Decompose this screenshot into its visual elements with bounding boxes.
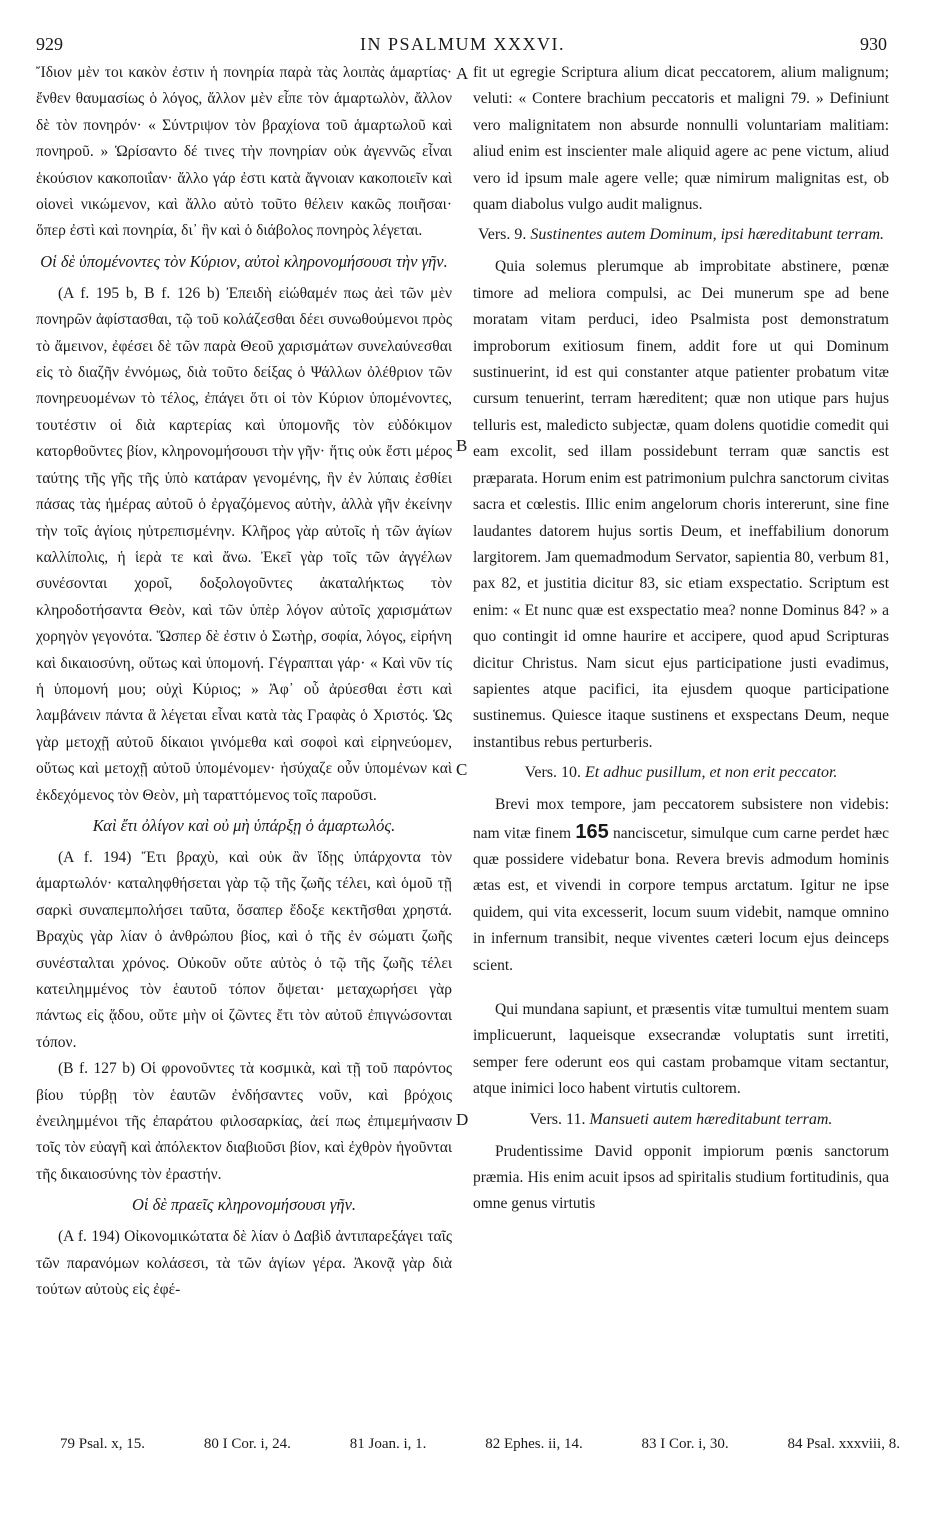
verse-label: Vers. 10. [524,764,582,782]
greek-verse-heading-9: Οἱ δὲ ὑπομένοντες τὸν Κύριον, αὐτοὶ κληρονομήσουσι τὴν γῆν. [40,251,448,271]
verse-label: Vers. 11. [529,1110,586,1128]
margin-letter-d: D [456,1110,469,1129]
footnote-80: 80 I Cor. i, 24. [203,1436,291,1452]
greek-verse-heading-11: Οἱ δὲ πραεῖς κληρονομήσουσι γῆν. [131,1195,357,1215]
greek-paragraph-4: (B f. 127 b) Οἱ φρονοῦντες τὰ κοσμικὰ, καὶ τῇ τοῦ παρόντος βίου τύρβῃ τὸν ἑαυτῶν ἐνδήσαντες νοῦν, καὶ βρόχοις ἐνειλημμένοι τῆς ἐπαράτου φιλοσαρκίας, ἀεί πως ἐπιμεμήνασιν τοῖς τὸν εὐαγῆ καὶ ἀπόλεκτον διαβιοῦσι βίον, καὶ ἐχθρὸν ἡγοῦνται τῆς δικαιοσύνης τὸν ἐραστήν. [36,1060,452,1183]
latin-paragraph-3-part-a: Brevi mox tempore, jam peccatorem subsistere non videbis: nam vitæ finem [473,796,889,842]
page-number-left: 929 [36,34,63,54]
greek-paragraph-3: (A f. 194) Ἔτι βραχὺ, καὶ οὐκ ἂν ἴδῃς ὑπάρχοντα τὸν ἁμαρτωλόν· καταληφθήσεται γὰρ τῷ τῆς ζωῆς τέλει, καὶ ὁμοῦ τῇ σαρκὶ συναπεμπολήσει ταῦτα, ὅσαπερ ἔδοξε κεκτῆσθαι χρηστά. Βραχὺς γὰρ λίαν ὁ ἀνθρώπου βίος, καὶ ὁ τῆς ἐν σώματι ζωῆς συνέσταλται χρόνος. Οὐκοῦν οὔτε αὐτὸς ὁ τῷ τῆς ζωῆς τέλει κατειλημμένος τὸν ἑαυτοῦ τόπον ὄψεται· μεταχωρήσει γὰρ πάντως εἰς ᾅδου, οὔτε μὴν οἱ ζῶντες ἔτι τὸν αὐτοῦ ἐπιγνώσονται τόπον. [36,848,452,1051]
margin-letter-a: A [456,64,469,83]
greek-paragraph-1: Ἴδιον μὲν τοι κακὸν ἐστιν ἡ πονηρία παρὰ τὰς λοιπὰς ἁμαρτίας· ἔνθεν θαυμασίως ὁ λόγος, ἄλλον μὲν εἶπε τὸν ἁμαρτωλὸν, ἄλλον δὲ τὸν πονηρόν· « Σύντριψον τὸν βραχίονα τοῦ ἁμαρτωλοῦ καὶ πονηροῦ. » Ὡρίσαντο δέ τινες τὴν πονηρίαν οὐκ ἀγεννῶς εἶναι ἑκούσιον κακοποιΐαν· ἄλλο γάρ ἐστι κατὰ ἄγνοιαν κακοποιεῖν καὶ οἱονεὶ νικώμενον, καὶ ἄλλο αὐτὸ τοῦτο θέλειν κακῶς ποιῆσαι· ὅπερ ἐστὶ καὶ πονηρία, δι᾽ ἣν καὶ ὁ διάβολος πονηρὸς λέγεται. [36,64,452,240]
greek-paragraph-5: (A f. 194) Οἰκονομικώτατα δὲ λίαν ὁ Δαβὶδ ἀντιπαρεξάγει ταῖς τῶν παρανόμων κολάσεσι, τὰ τῶν ἁγίων γέρα. Ἀκονᾷ γὰρ διὰ τούτων αὐτοὺς εἰς ἐφέ- [36,1228,452,1299]
verse-text: Mansueti autem hæreditabunt terram. [589,1110,833,1128]
latin-verse-heading-9 [473,224,889,246]
latin-verse-heading-11 [473,1109,889,1131]
latin-paragraph-1: fit ut egregie Scriptura alium dicat peccatorem, alium malignum; veluti: « Contere brachium peccatoris et maligni 79. » Definiunt vero malignitatem non absurde nonnulli voluntariam malitiam: aliud enim est inscienter male aliquid agere ac pene victum, aliud vero id ipsum male agere velle; quæ nimirum malignitas est, ob quam diabolus vulgo audit malignus. [473,64,889,214]
greek-verse-heading-10: Καὶ ἔτι ὀλίγον καὶ οὐ μὴ ὑπάρξῃ ὁ ἁμαρτωλός. [92,815,396,835]
footnote-82: 82 Ephes. ii, 14. [485,1436,583,1452]
latin-paragraph-3-part-b: nanciscetur, simulque cum carne perdet hæc quæ possidere videbatur bona. Revera brevis admodum hominis ætas est, et vivendi in corpore tempus arctatum. Igitur ne ipse quidem, qui vita excesserit, locum suum videbit, namque omnino in infernum transibit, neque viventes cæteri locum ejus deinceps scient. [473,824,890,974]
footnote-84: 84 Psal. xxxviii, 8. [787,1436,900,1452]
page-number-right: 930 [860,34,887,54]
running-title: IN PSALMUM XXXVI. [359,34,565,54]
footnote-83: 83 I Cor. i, 30. [641,1436,729,1452]
page-header [0,34,925,60]
migne-column-number: 165 [575,820,609,843]
verse-text: Et adhuc pusillum, et non erit peccator. [585,764,838,782]
footnote-79: 79 Psal. x, 15. [60,1436,146,1452]
latin-paragraph-5: Prudentissime David opponit impiorum pœnis sanctorum præmia. His enim acuit ipsos ad spiritalis studium fortitudinis, qua omne genus virtutis [473,1142,889,1213]
margin-letter-c: C [456,760,468,779]
footnote-81: 81 Joan. i, 1. [349,1436,427,1452]
latin-paragraph-3 [473,792,889,979]
latin-verse-heading-10 [473,762,889,784]
latin-column [473,60,889,1218]
margin-letter-b: B [456,436,468,455]
greek-column [36,60,452,1303]
latin-paragraph-4: Qui mundana sapiunt, et præsentis vitæ tumultui mentem suam implicuerunt, laqueisque exsecrandæ voluptatis sunt irretiti, semper fere oderunt eos qui castam probamque vitam sectantur, atque inimici loco habent virtutis cultorem. [473,1001,889,1098]
footnotes [60,1436,900,1453]
verse-label: Vers. 9. [477,226,527,244]
latin-paragraph-2: Quia solemus plerumque ab improbitate abstinere, pœnæ timore ad meliora compulsi, ac Dei munerum spe ad bene moratam vitam perduci, ideo Psalmista post demonstratum improborum exitiosum finem, addit fore ut qui Dominum sustinuerint, id est qui constanter atque patienter probatum vitæ cursum tenuerint, terram hæreditent; quæ non utique pars hujus telluris est, maledicto subjectæ, quam dolens quotidie comedit qui eam excolit, sed illam possidebunt terram quæ sanctis est præparata. Horum enim est patrimonium pulchra sanctorum civitas sacra et cœlestis. Illic enim angelorum choris intererunt, sine fine laudantes datorem hujus sortis Deum, et ineffabilium donorum largitorem. Jam quemadmodum Servator, sapientia 80, verbum 81, pax 82, et justitia dicitur 83, sic etiam exspectatio. Scriptum est enim: « Et nunc quæ est exspectatio mea? nonne Dominus 84? » a quo contingit id omne haurire et accipere, quod apud Scripturas dicitur Christus. Nam sicut ejus participatione justi evadimus, sapientes atque pacifici, ita ejusdem quoque participatione sustinemus. Quiesce itaque sustinens et exspectans Deum, neque instantibus rebus perturberis. [473,258,889,751]
greek-paragraph-2: (A f. 195 b, B f. 126 b) Ἐπειδὴ εἰώθαμέν πως ἀεὶ τῶν μὲν πονηρῶν ἀφίστασθαι, τῷ τοῦ κολάζεσθαι δέει συνωθούμενοι πρὸς τὸ ἄμεινον, ἐφέσει δὲ τῶν παρὰ Θεοῦ χαρισμάτων συνελαύνεσθαι εἰς τὸ διαζῆν ἐννόμως, διὰ τοῦτο δείξας ὁ Ψάλλων ὀλέθριον τῶν πονηρευομένων τὸ τέλος, ἐπάγει ὅτι οἱ τὸν Κύριον ὑπομένοντες, τουτέστιν οἱ διὰ καρτερίας καὶ ὑπομονῆς τὸν εὐδόκιμον κατορθοῦντες βίον, κληρονομήσουσι τὴν γῆν· ἥτις οὐκ ἔστι μέρος ταύτης τῆς γῆς τῆς ὑπὸ κατάραν γενομένης, ἣν ἐν λύπαις ἐσθίει πάσας τὰς ἡμέρας αὐτοῦ ὁ ἐργαζόμενος αὐτὴν, ἀλλὰ γῆν ἐκείνην τὴν τοῖς ἁγίοις ηὐτρεπισμένην. Κλῆρος γὰρ αὐτοῖς ἡ τῶν ἁγίων καλλίπολις, ἡ ἱερὰ τε καὶ ἄνω. Ἐκεῖ γὰρ τοῖς τῶν ἀγγέλων συνέσονται χοροῖ, δοξολογοῦντες ἀκαταλήκτως τὸν κληροδοτήσαντα Θεὸν, καὶ τῶν ὑπὲρ λόγον αὐτοῖς χαρισμάτων χορηγὸν γεγονότα. Ὥσπερ δὲ ἐστιν ὁ Σωτὴρ, σοφία, λόγος, εἰρήνη καὶ δικαιοσύνη, οὕτως καὶ ὑπομονή. Γέγραπται γάρ· « Καὶ νῦν τίς ἡ ὑπομονή μου; οὐχὶ Κύριος; » Ἀφ᾽ οὗ ἀρύεσθαι ἐστι καὶ λαμβάνειν πάντα ἃ λέγεται εἶναι κατὰ τὰς Γραφὰς ὁ Χριστός. Ὡς γὰρ μετοχῇ αὐτοῦ δίκαιοι γινόμεθα καὶ σοφοὶ καὶ εἰρηνεύομεν, οὕτως καὶ μετοχῇ αὐτοῦ ὑπομένομεν· ἡσύχαζε οὖν ὑπομένων καὶ ἐκδεχόμενος τὸν Θεὸν, μὴ ταραττόμενος τοῖς παροῦσι. [36,284,452,804]
verse-text: Sustinentes autem Dominum, ipsi hæreditabunt terram. [530,226,885,244]
